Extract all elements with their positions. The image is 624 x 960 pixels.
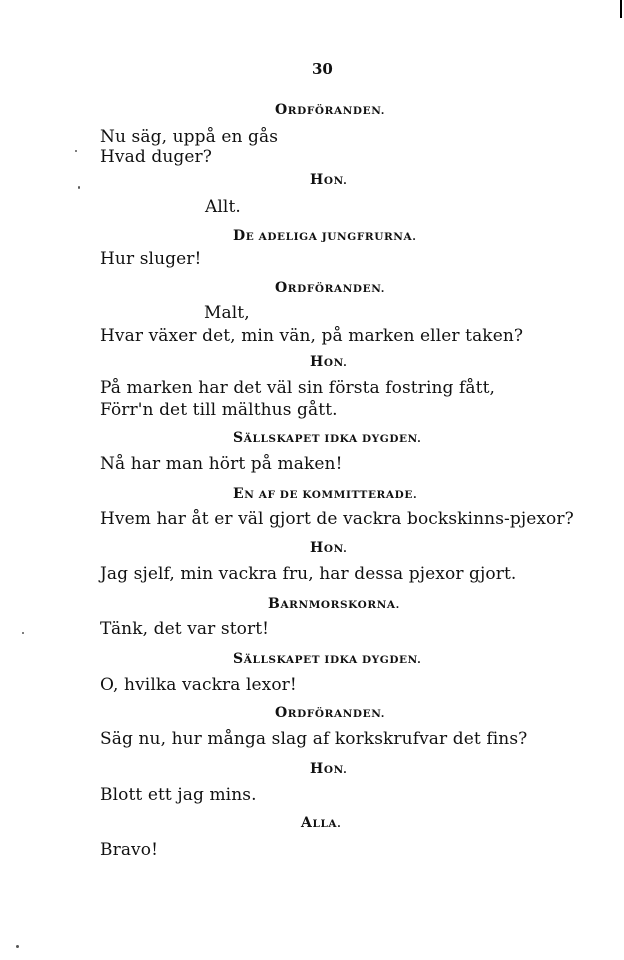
scan-speck — [75, 150, 77, 152]
speaker-barnmorskorna: BARNMORSKORNA. — [268, 596, 400, 612]
speaker-ordforanden-3: ORDFÖRANDEN. — [275, 705, 385, 721]
verse-line: Allt. — [205, 197, 241, 217]
verse-line: O, hvilka vackra lexor! — [100, 675, 297, 695]
verse-line: Hur sluger! — [100, 249, 202, 269]
verse-line: Jag sjelf, min vackra fru, har dessa pjexor gjort. — [100, 564, 517, 584]
speaker-ordforanden-2: ORDFÖRANDEN. — [275, 280, 385, 296]
verse-line: Tänk, det var stort! — [100, 619, 270, 639]
verse-line: Säg nu, hur många slag af korkskrufvar det fins? — [100, 729, 528, 749]
verse-line: Nu säg, uppå en gås — [100, 127, 279, 147]
speaker-hon-4: HON. — [310, 761, 348, 777]
scan-edge-mark — [620, 0, 622, 18]
speaker-hon-1: HON. — [310, 172, 348, 188]
verse-line: Hvad duger? — [100, 147, 212, 167]
verse-line: Blott ett jag mins. — [100, 785, 257, 805]
verse-line: Malt, — [204, 303, 250, 323]
verse-line: På marken har det väl sin första fostring fått, — [100, 378, 496, 398]
speaker-sallskapet-2: SÄLLSKAPET IDKA DYGDEN. — [233, 651, 422, 667]
verse-line: Förr'n det till mälthus gått. — [100, 400, 338, 420]
speaker-ordforanden-1: ORDFÖRANDEN. — [275, 102, 385, 118]
scan-speck — [22, 632, 24, 634]
verse-line: Hvar växer det, min vän, på marken eller taken? — [100, 326, 524, 346]
speaker-adeliga-jungfrurna: DE ADELIGA JUNGFRURNA. — [233, 228, 417, 244]
verse-line: Nå har man hört på maken! — [100, 454, 343, 474]
speaker-hon-2: HON. — [310, 354, 348, 370]
scan-speck — [16, 945, 19, 948]
speaker-sallskapet-1: SÄLLSKAPET IDKA DYGDEN. — [233, 430, 422, 446]
page-number: 30 — [312, 60, 333, 78]
verse-line: Bravo! — [100, 840, 159, 860]
verse-line: Hvem har åt er väl gjort de vackra bockskinns-pjexor? — [100, 509, 574, 529]
speaker-kommitterade: EN AF DE KOMMITTERADE. — [233, 486, 418, 502]
scan-speck — [78, 186, 80, 189]
speaker-alla: ALLA. — [301, 815, 342, 831]
speaker-hon-3: HON. — [310, 540, 348, 556]
